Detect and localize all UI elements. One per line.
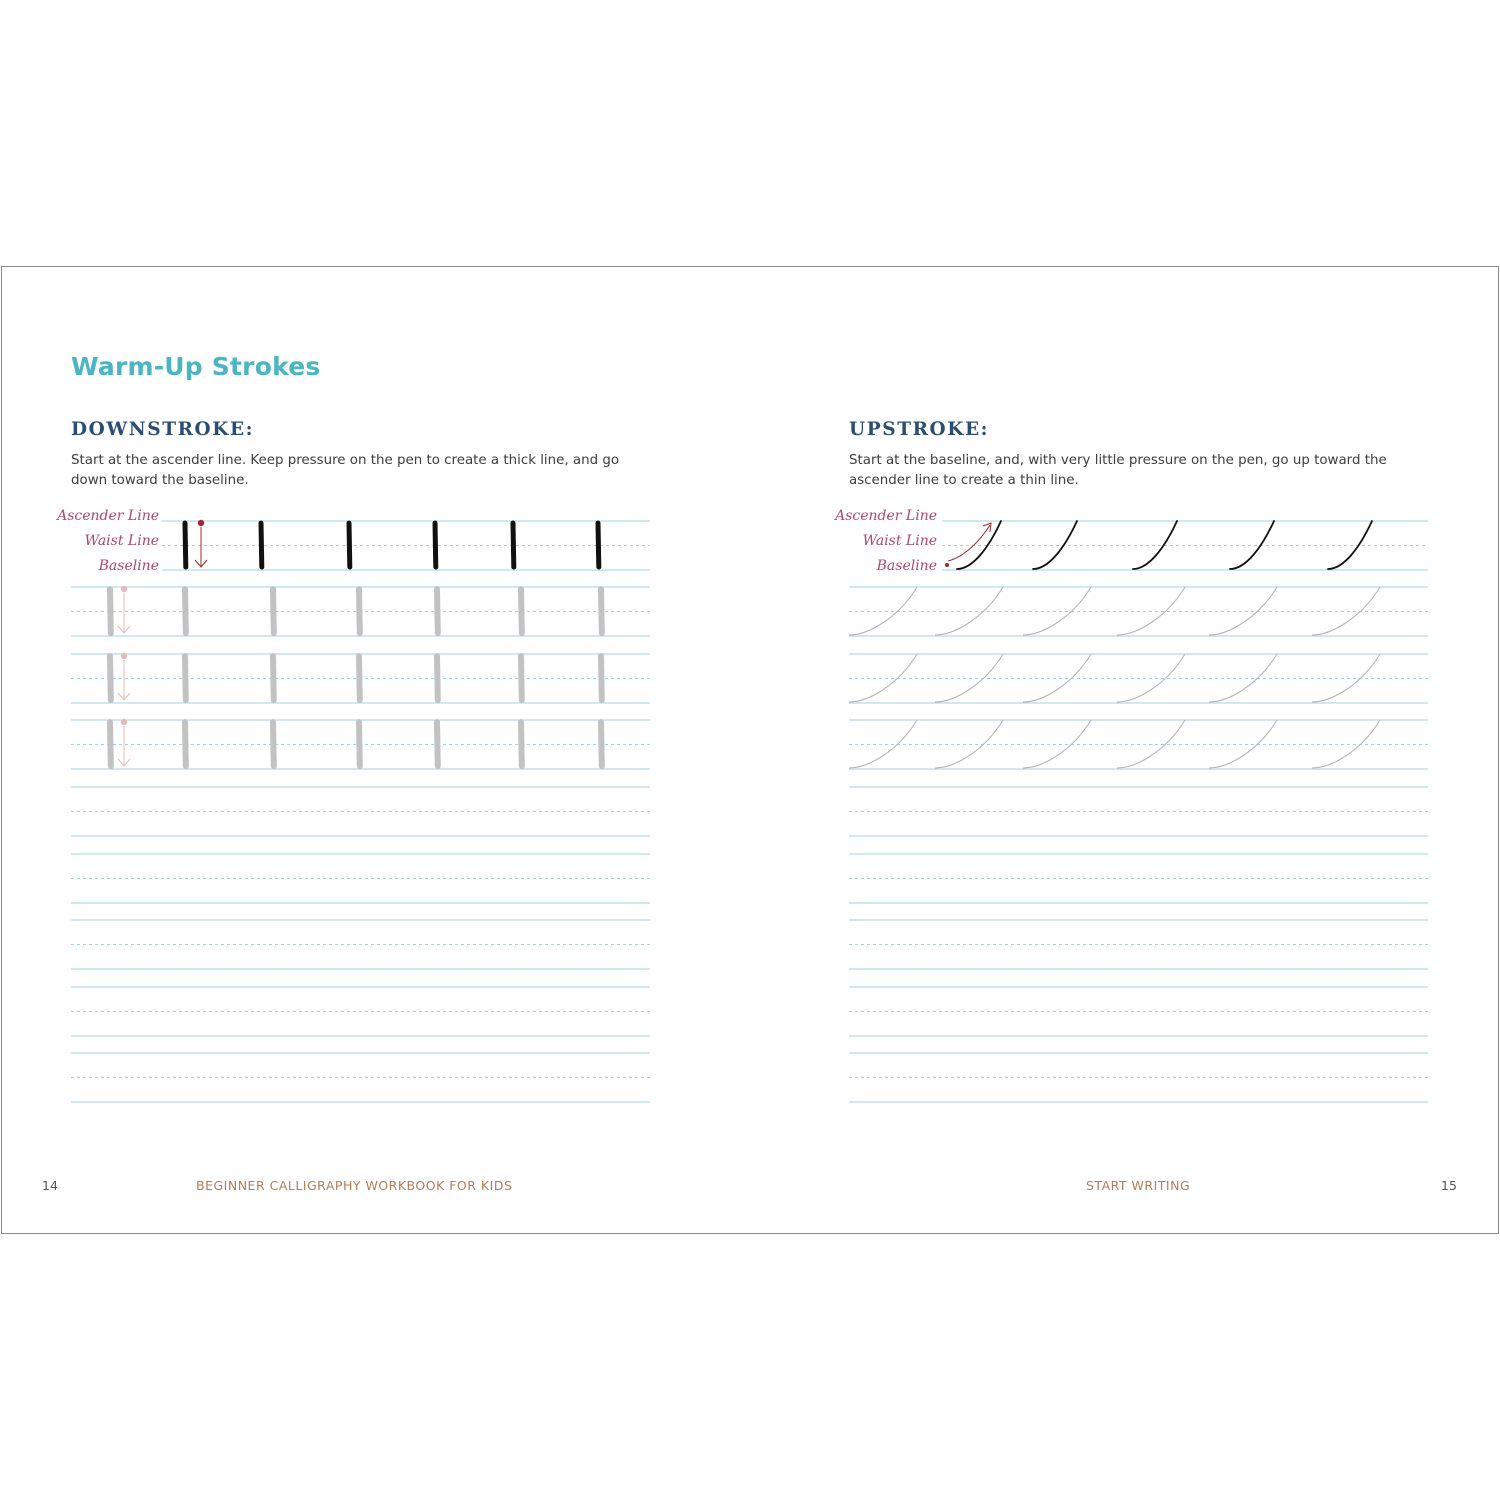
baseline-label: Baseline [98, 558, 159, 574]
downstroke [185, 589, 186, 633]
downstroke [359, 589, 360, 633]
downstroke [185, 722, 186, 766]
downstroke-description: Start at the ascender line. Keep pressure on the pen to create a thick line, and go down toward the baseline. [71, 453, 620, 488]
downstroke [110, 722, 111, 766]
downstroke [359, 656, 360, 700]
start-dot [121, 719, 127, 725]
downstroke [437, 656, 438, 700]
downstroke [598, 523, 599, 567]
ascender-line-label: Ascender Line [57, 508, 159, 524]
downstroke-heading: DOWNSTROKE: [71, 419, 255, 440]
upstroke-trace [849, 587, 917, 635]
downstroke [601, 656, 602, 700]
downstroke [521, 722, 522, 766]
downstroke [521, 656, 522, 700]
upstroke-trace [1312, 654, 1380, 702]
upstroke-trace [1023, 654, 1091, 702]
downstroke [359, 722, 360, 766]
downstroke [273, 589, 274, 633]
direction-arrow [948, 525, 990, 561]
upstroke-trace [1312, 720, 1380, 768]
right-page-number: 15 [1441, 1178, 1457, 1193]
upstroke-trace [1023, 720, 1091, 768]
start-dot [198, 520, 204, 526]
downstroke [185, 523, 186, 567]
downstroke [110, 589, 111, 633]
upstroke-heading: UPSTROKE: [849, 419, 990, 440]
ascender-line-label: Ascender Line [835, 508, 937, 524]
downstroke [349, 523, 350, 567]
upstroke-trace [1312, 587, 1380, 635]
left-running-head: BEGINNER CALLIGRAPHY WORKBOOK FOR KIDS [196, 1178, 513, 1193]
upstroke-trace [1209, 587, 1277, 635]
downstroke [513, 523, 514, 567]
upstroke-trace [1023, 587, 1091, 635]
start-dot [121, 653, 127, 659]
upstroke-trace [849, 654, 917, 702]
arrowhead [983, 523, 991, 532]
left-page-number: 14 [42, 1178, 58, 1193]
downstroke [261, 523, 262, 567]
downstroke [110, 656, 111, 700]
right-running-head: START WRITING [1086, 1178, 1191, 1193]
page-title: Warm-Up Strokes [71, 352, 321, 381]
waist-line-label: Waist Line [862, 533, 937, 549]
waist-line-label: Waist Line [84, 533, 159, 549]
downstroke [185, 656, 186, 700]
start-dot [945, 563, 949, 567]
upstroke-description: Start at the baseline, and, with very little pressure on the pen, go up toward the ascender line to create a thin line. [849, 453, 1387, 488]
downstroke [601, 722, 602, 766]
start-dot [121, 586, 127, 592]
downstroke [521, 589, 522, 633]
downstroke [273, 722, 274, 766]
upstroke-trace [1209, 720, 1277, 768]
right-guide-lines [849, 521, 1428, 1102]
downstroke [435, 523, 436, 567]
downstroke [273, 656, 274, 700]
upstroke-trace [1209, 654, 1277, 702]
baseline-label: Baseline [876, 558, 937, 574]
downstroke-examples [110, 520, 602, 766]
downstroke [437, 589, 438, 633]
downstroke [601, 589, 602, 633]
downstroke [437, 722, 438, 766]
upstroke-trace [849, 720, 917, 768]
